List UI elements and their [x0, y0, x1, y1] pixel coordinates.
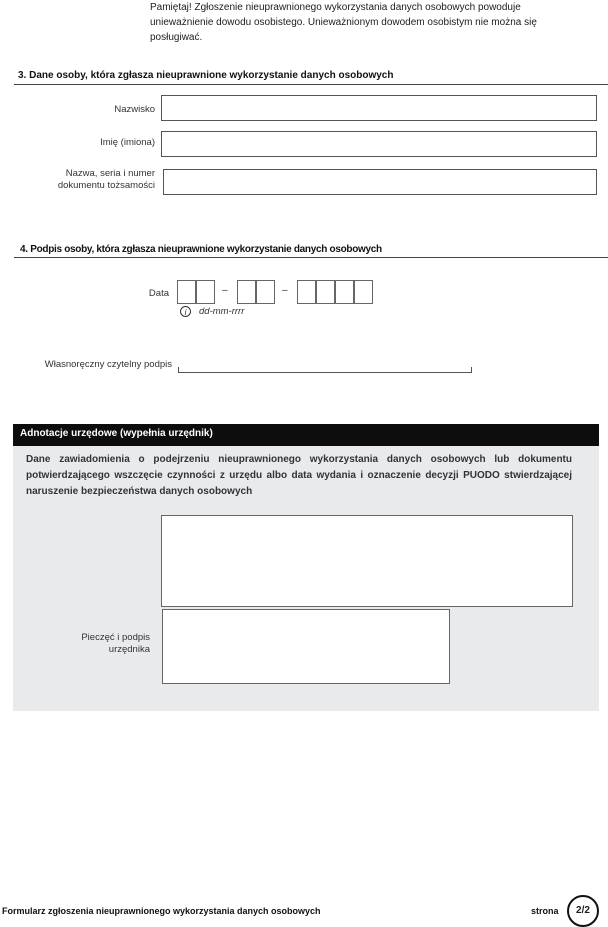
- date-input-group: [177, 280, 373, 305]
- date-day-digit-2[interactable]: [196, 280, 215, 304]
- official-annotations-header: Adnotacje urzędowe (wypełnia urzędnik): [13, 424, 599, 446]
- date-format-hint: dd-mm-rrrr: [199, 306, 245, 317]
- footer-page-label: strona: [531, 906, 559, 916]
- section-4-title: 4. Podpis osoby, która zgłasza nieuprawnione wykorzystanie danych osobowych: [20, 244, 382, 255]
- date-month-digit-2[interactable]: [256, 280, 275, 304]
- info-icon: i: [180, 306, 191, 317]
- first-names-label: Imię (imiona): [100, 137, 155, 148]
- surname-label: Nazwisko: [114, 104, 155, 115]
- date-year-digit-4[interactable]: [354, 280, 373, 304]
- footer-form-name: Formularz zgłoszenia nieuprawnionego wykorzystania danych osobowych: [2, 906, 321, 916]
- date-year-digit-3[interactable]: [335, 280, 354, 304]
- first-names-field[interactable]: [161, 131, 597, 157]
- notice-text: Pamiętaj! Zgłoszenie nieuprawnionego wykorzystania danych osobowych powoduje unieważnienie dowodu osobistego. Unieważnionym dowodem osobistym nie można się posługiwać.: [150, 2, 537, 43]
- section-3-divider: [14, 84, 608, 85]
- page-number-badge: 2/2: [567, 895, 599, 927]
- date-month-digit-1[interactable]: [237, 280, 256, 304]
- document-label: Nazwa, seria i numer dokumentu tożsamości: [57, 168, 155, 191]
- date-label: Data: [148, 288, 169, 299]
- stamp-field[interactable]: [162, 609, 450, 684]
- date-year-digit-2[interactable]: [316, 280, 335, 304]
- section-4-divider: [14, 257, 608, 258]
- date-year-digit-1[interactable]: [297, 280, 316, 304]
- signature-label: Własnoręczny czytelny podpis: [44, 359, 172, 370]
- document-field[interactable]: [163, 169, 597, 195]
- official-data-field[interactable]: [161, 515, 573, 607]
- date-separator-2: –: [282, 285, 288, 296]
- stamp-label: Pieczęć i podpis urzędnika: [81, 632, 150, 655]
- official-annotations-description: Dane zawiadomienia o podejrzeniu nieuprawnionego wykorzystania danych osobowych lub dokumentu potwierdzającego wszczęcie czynności z urzędu albo data wydania i oznaczenie decyzji PUODO stwierdzającej naruszenie bezpieczeństwa danych osobowych: [26, 454, 572, 497]
- date-separator-1: –: [222, 285, 228, 296]
- surname-field[interactable]: [161, 95, 597, 121]
- date-day-digit-1[interactable]: [177, 280, 196, 304]
- section-3-title: 3. Dane osoby, która zgłasza nieuprawnione wykorzystanie danych osobowych: [18, 70, 394, 81]
- signature-line[interactable]: [178, 367, 472, 373]
